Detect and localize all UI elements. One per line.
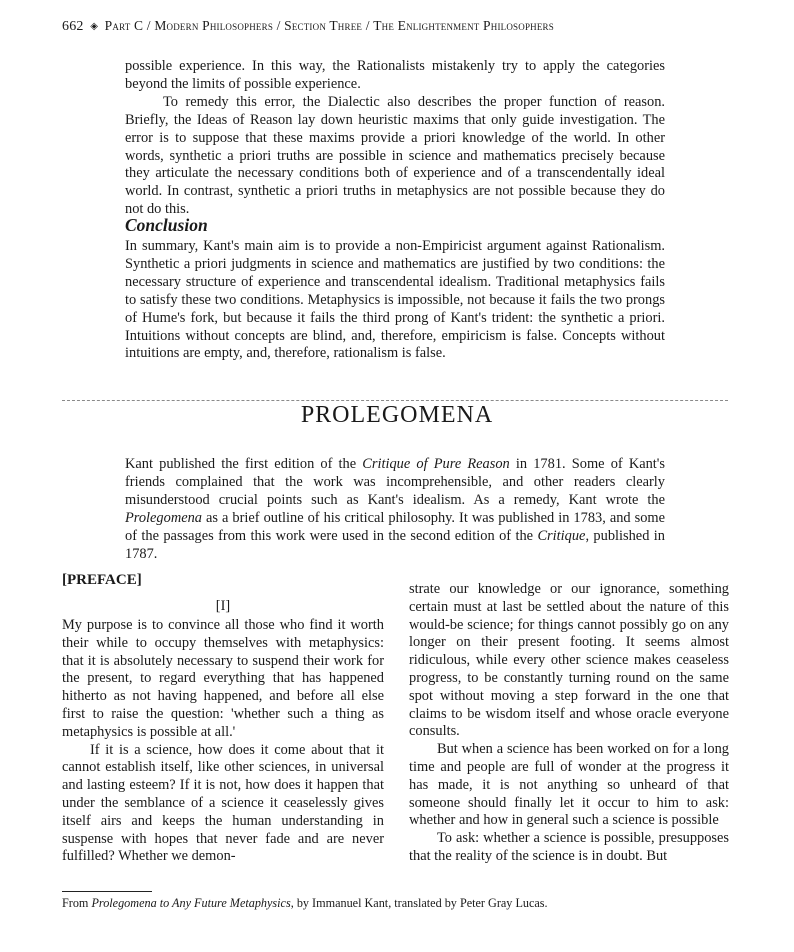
intro-paragraph: To remedy this error, the Dialectic also describes the proper function of reason. Briefly, the Ideas of Reason lay down heuristic maxims that only guide investigation. The error is to suppose that these maxims provide a priori knowledge of the world. In other words, synthetic a priori truths are possible in science and mathematics precisely because they articulate the necessary conditions both of experience and of a transcendentally ideal world. In contrast, synthetic a priori truths in metaphysics are not possible because they do not do this. bbox=[125, 93, 665, 218]
preface-paragraph: strate our knowledge or our ignorance, something certain must at last be settled about the nature of this would-be science; for things cannot possibly go on any longer on their present footing. It seems almost ridiculous, while every other science makes ceaseless progress, to be constantly turning round on the same spot without moving a step forward in the one that claims to be wisdom itself and whose oracle everyone consults. bbox=[409, 581, 729, 740]
running-head-chapter: The Enlightenment Philosophers bbox=[373, 18, 554, 33]
footnote-prefix: From bbox=[62, 896, 92, 910]
running-head bbox=[62, 18, 554, 35]
prolegomena-intro bbox=[125, 456, 665, 563]
section-title: PROLEGOMENA bbox=[300, 402, 494, 428]
preface-paragraph: My purpose is to convince all those who find it worth their while to occupy themselves with metaphysics: that it is absolutely necessary to suspend their work for the present, to regard everything that has happened hitherto as not having happened, and before all else first to raise the question: 'whether such a thing as metaphysics is possible at all.' bbox=[62, 617, 384, 740]
preface-heading: [PREFACE] bbox=[62, 572, 142, 588]
running-head-separator: / bbox=[146, 18, 151, 33]
conclusion-heading: Conclusion bbox=[125, 215, 208, 235]
conclusion-paragraph: In summary, Kant's main aim is to provide a non-Empiricist argument against Rationalism. Synthetic a priori judgments in science and mathematics are justified by two conditions: the necessary structure of experience and transcendental idealism. Traditional metaphysics fails to satisfy these two conditions. Metaphysics is impossible, not because it fails the two prongs of Hume's fork, but because it fails the third prong of Kant's trident: the synthetic a priori. Intuitions without concepts are blind, and, therefore, empiricism is false. Concepts without intuitions are empty, and, therefore, rationalism is false. bbox=[125, 238, 665, 362]
intro-paragraph: possible experience. In this way, the Rationalists mistakenly try to apply the categories beyond the limits of possible experience. bbox=[125, 58, 665, 92]
intro-continuation bbox=[125, 58, 665, 219]
running-head-separator: / bbox=[365, 18, 370, 33]
work-title: Critique of Pure Reason bbox=[362, 456, 510, 472]
preface-numeral: [I] bbox=[215, 598, 231, 614]
running-head-part: Part C bbox=[104, 18, 144, 33]
work-title: Prolegomena bbox=[125, 509, 202, 526]
running-head-section: Modern Philosophers / Section Three bbox=[154, 18, 363, 33]
work-title: Critique bbox=[537, 527, 586, 544]
footnote-suffix: , by Immanuel Kant, translated by Peter Gray Lucas. bbox=[290, 896, 548, 910]
preface-paragraph: But when a science has been worked on for a long time and people are full of wonder at the progress it has made, it is not anything so unheard of that someone should finally let it occur to him to ask: whether and how in general such a science is possible bbox=[409, 741, 729, 829]
footnote-title: Prolegomena to Any Future Metaphysics bbox=[91, 896, 291, 910]
footnote-rule bbox=[62, 891, 152, 892]
section-divider bbox=[62, 400, 728, 401]
preface-paragraph: To ask: whether a science is possible, presupposes that the reality of the science is in doubt. But bbox=[409, 830, 729, 864]
diamond-ornament-icon: ◈ bbox=[90, 21, 99, 32]
footnote bbox=[62, 896, 548, 911]
intro-text: , published in 1787. bbox=[125, 527, 665, 562]
page-number: 662 bbox=[62, 19, 84, 34]
right-column bbox=[409, 581, 729, 866]
intro-text: as a brief outline of his critical philosophy. It was published in 1783, and some of the passages from this work were used in the second edition of the bbox=[125, 509, 665, 544]
preface-paragraph: If it is a science, how does it come about that it cannot establish itself, like other sciences, in universal and lasting esteem? If it is not, how does it happen that under the semblance of a science it ceaselessly gives itself airs and keeps the human understanding in suspense with hopes that never fade and are never fulfilled? Whether we demon- bbox=[62, 741, 384, 865]
left-column bbox=[62, 617, 384, 866]
intro-text: Kant published the first edition of the bbox=[125, 456, 363, 472]
intro-text: in 1781. Some of Kant's friends complained that the work was incomprehensible, and other readers clearly misunderstood crucial points such as Kant's idealism. As a remedy, Kant wrote the bbox=[125, 456, 665, 508]
conclusion-body bbox=[125, 238, 665, 363]
prolegomena-intro-paragraph bbox=[125, 456, 665, 563]
